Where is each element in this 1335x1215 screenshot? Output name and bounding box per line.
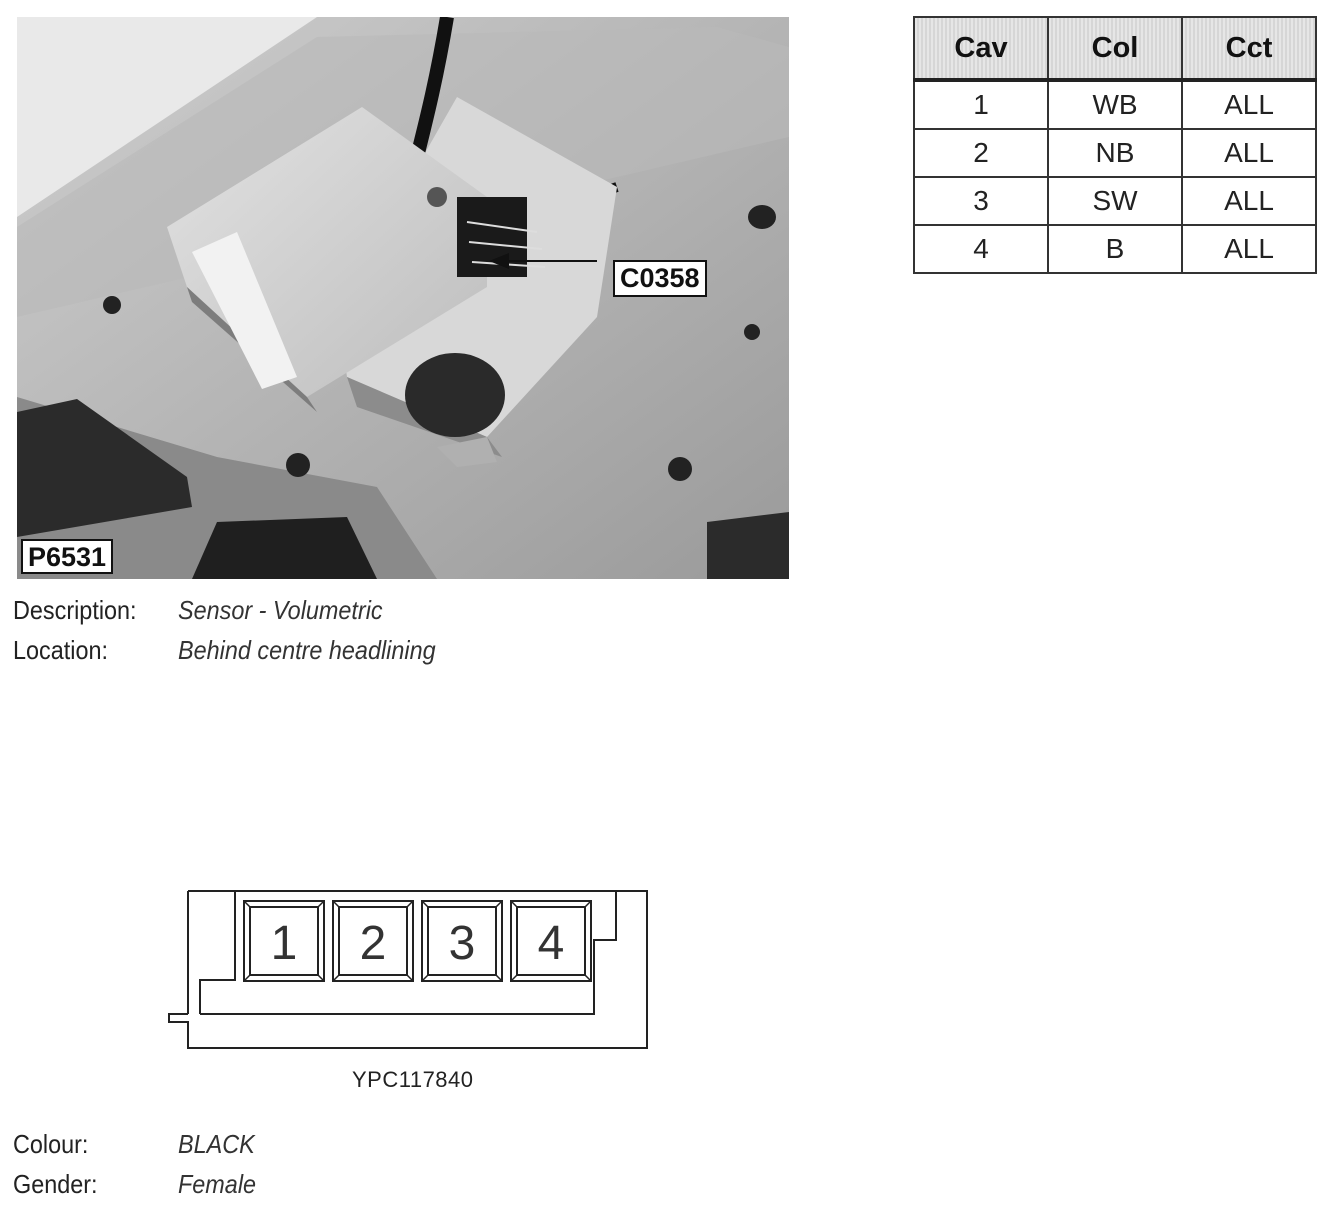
cell-cav: 1	[914, 80, 1048, 129]
cell-cav: 2	[914, 129, 1048, 177]
pin-table-header-row	[914, 17, 1316, 80]
location-label: Location:	[13, 635, 108, 665]
table-row	[914, 129, 1316, 177]
cell-cav: 4	[914, 225, 1048, 273]
cell-cct: ALL	[1182, 177, 1316, 225]
connector-face-diagram	[166, 888, 656, 1054]
description-label: Description:	[13, 595, 137, 625]
cavity-number: 1	[270, 917, 298, 970]
cell-col: SW	[1048, 177, 1182, 225]
cell-col: NB	[1048, 129, 1182, 177]
table-row	[914, 80, 1316, 129]
connector-callout-label: C0358	[613, 260, 707, 297]
location-row	[13, 630, 464, 670]
colour-value: BLACK	[178, 1129, 255, 1159]
cavity-number: 2	[359, 917, 387, 970]
photo-reference-label: P6531	[21, 539, 113, 574]
cell-cct: ALL	[1182, 129, 1316, 177]
connector-info	[13, 1124, 265, 1204]
connector-part-number: YPC117840	[352, 1067, 474, 1092]
header-col: Col	[1048, 17, 1182, 80]
description-row	[13, 590, 464, 630]
cavity-number: 4	[537, 917, 565, 970]
table-row	[914, 225, 1316, 273]
cell-col: B	[1048, 225, 1182, 273]
description-value: Sensor - Volumetric	[178, 595, 383, 625]
table-row	[914, 177, 1316, 225]
gender-label: Gender:	[13, 1169, 98, 1199]
cell-cct: ALL	[1182, 225, 1316, 273]
photo-illustration	[17, 17, 789, 579]
component-photo	[17, 17, 789, 579]
pin-table	[913, 16, 1317, 274]
cell-cav: 3	[914, 177, 1048, 225]
cavity-number: 3	[448, 917, 476, 970]
cell-cct: ALL	[1182, 80, 1316, 129]
component-info	[13, 590, 464, 670]
gender-row	[13, 1164, 265, 1204]
colour-row	[13, 1124, 265, 1164]
gender-value: Female	[178, 1169, 257, 1199]
location-value: Behind centre headlining	[178, 635, 436, 665]
header-cct: Cct	[1182, 17, 1316, 80]
cell-col: WB	[1048, 80, 1182, 129]
colour-label: Colour:	[13, 1129, 89, 1159]
header-cav: Cav	[914, 17, 1048, 80]
